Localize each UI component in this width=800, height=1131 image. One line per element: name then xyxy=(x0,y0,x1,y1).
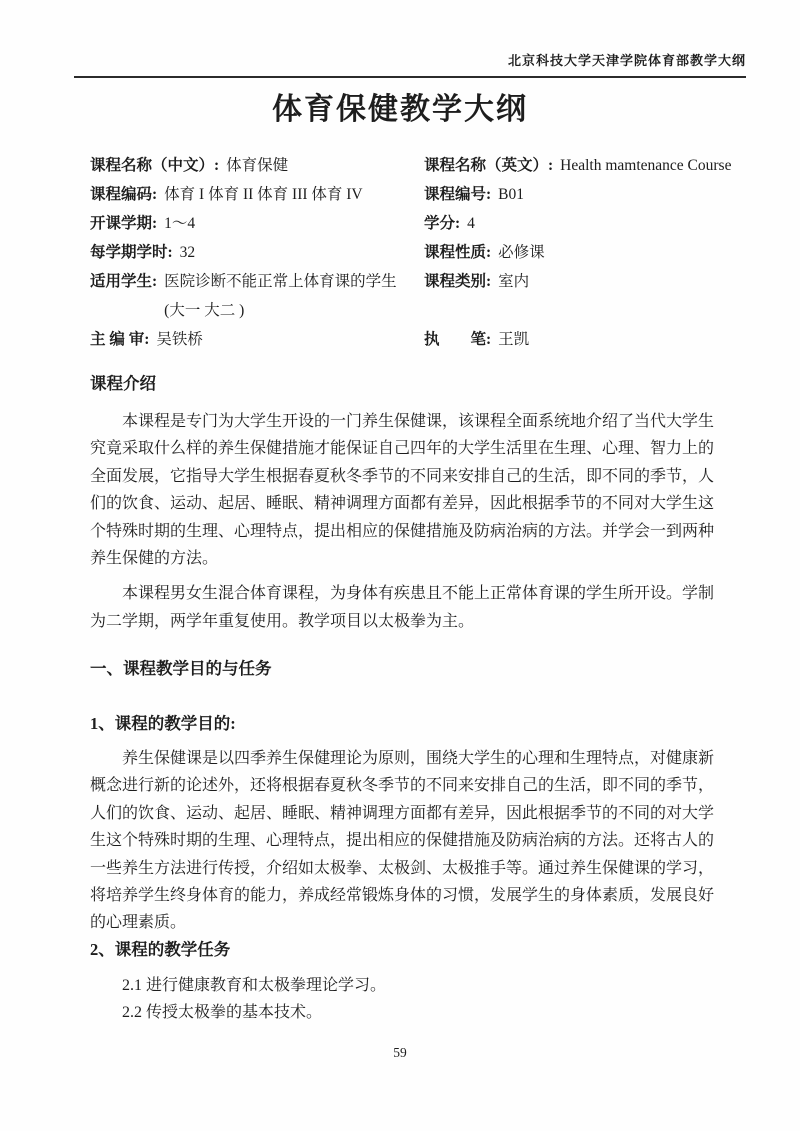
course-intro-paragraph-1: 本课程是专门为大学生开设的一门养生保健课，该课程全面系统地介绍了当代大学生究竟采取什么样的养生保健措施才能保证自己四年的大学生活里在生理、心理、智力上的全面发展，它指导大学生根据春夏秋冬季节的不同来安排自己的生活，即不同的季节，人们的饮食、运动、起居、睡眠、精神调理方面都有差异，因此根据季节的不同对大学生这个特殊时期的生理、心理特点，提出相应的保健措施及防病治病的方法。并学会一到两种养生保健的方法。 xyxy=(90,413,715,568)
info-row-course-name-cn xyxy=(90,151,424,180)
info-label: 课程类别: xyxy=(424,273,492,290)
info-label: 课程编码: xyxy=(90,186,158,203)
task-item-1: 2.1 进行健康教育和太极拳理论学习。 xyxy=(122,977,387,994)
info-row-course-category xyxy=(424,267,738,325)
info-label: 适用学生: xyxy=(90,273,158,290)
info-value-line2: (大一 大二 ) xyxy=(164,302,245,319)
course-info-grid xyxy=(90,151,738,354)
info-value-line1: 医院诊断不能正常上体育课的学生 xyxy=(164,273,397,290)
info-value: 体育保健 xyxy=(226,157,289,174)
task-item-2: 2.2 传授太极拳的基本技术。 xyxy=(122,1004,323,1022)
info-row-chief-editor xyxy=(90,325,424,354)
section-course-intro xyxy=(90,370,714,635)
section-one-heading: 一、课程教学目的与任务 xyxy=(90,659,272,678)
info-value: 1～4 xyxy=(164,215,196,232)
section-one-heading-block xyxy=(90,655,714,682)
info-value: 王凯 xyxy=(498,331,530,348)
document-title: 体育保健教学大纲 xyxy=(272,93,528,126)
info-value: 体育 I 体育 II 体育 III 体育 IV xyxy=(164,186,363,203)
info-label: 课程名称（中文）: xyxy=(90,157,220,174)
info-value: 室内 xyxy=(498,273,530,290)
info-label: 每学期学时: xyxy=(90,244,173,261)
info-label: 学分: xyxy=(424,215,461,232)
page-number: 59 xyxy=(393,1045,407,1060)
course-intro-paragraph-2: 本课程男女生混合体育课程，为身体有疾患且不能上正常体育课的学生所开设。学制为二学期，两学年重复使用。教学项目以太极拳为主。 xyxy=(90,585,715,630)
info-value: 4 xyxy=(467,215,475,232)
info-label: 课程编号: xyxy=(424,186,492,203)
info-value: 必修课 xyxy=(498,244,545,261)
teaching-goal-heading: 1、课程的教学目的: xyxy=(90,714,236,733)
info-label: 执 笔: xyxy=(424,331,492,348)
info-label: 开课学期: xyxy=(90,215,158,232)
page-header xyxy=(74,50,746,78)
info-row-course-number xyxy=(424,180,738,209)
info-value: Health mamtenance Course xyxy=(560,157,732,174)
info-label: 课程名称（英文）: xyxy=(424,157,554,174)
info-label: 主 编 审: xyxy=(90,331,150,348)
section-teaching-goal xyxy=(90,710,714,937)
header-text: 北京科技大学天津学院体育部教学大纲 xyxy=(507,53,746,68)
info-row-author xyxy=(424,325,738,354)
info-row-course-code xyxy=(90,180,424,209)
info-row-course-nature xyxy=(424,238,738,267)
info-row-applicable-students xyxy=(90,267,424,325)
teaching-goal-paragraph: 养生保健课是以四季养生保健理论为原则，围绕大学生的心理和生理特点，对健康新概念进行新的论述外，还将根据春夏秋冬季节的不同来安排自己的生活，即不同的季节，人们的饮食、运动、起居、睡眠、精神调理方面都有差异，因此根据季节的不同的对大学生这个特殊时期的生理、心理特点，提出相应的保健措施及防病治病的方法。还将古人的一些养生方法进行传授，介绍如太极拳、太极剑、太极推手等。通过养生保健课的学习，将培养学生终身体育的能力，养成经常锻炼身体的习惯，发展学生的身体素质，发展良好的心理素质。 xyxy=(90,750,715,932)
info-row-hours xyxy=(90,238,424,267)
info-value: B01 xyxy=(498,186,525,203)
info-value: 吴铁桥 xyxy=(156,331,203,348)
info-value xyxy=(164,267,397,325)
info-value: 32 xyxy=(179,244,196,261)
section-teaching-task xyxy=(90,936,714,1027)
course-intro-heading: 课程介绍 xyxy=(90,374,156,393)
info-row-course-name-en xyxy=(424,151,738,180)
info-row-credits xyxy=(424,209,738,238)
info-row-semester xyxy=(90,209,424,238)
teaching-task-heading: 2、课程的教学任务 xyxy=(90,940,231,959)
info-label: 课程性质: xyxy=(424,244,492,261)
